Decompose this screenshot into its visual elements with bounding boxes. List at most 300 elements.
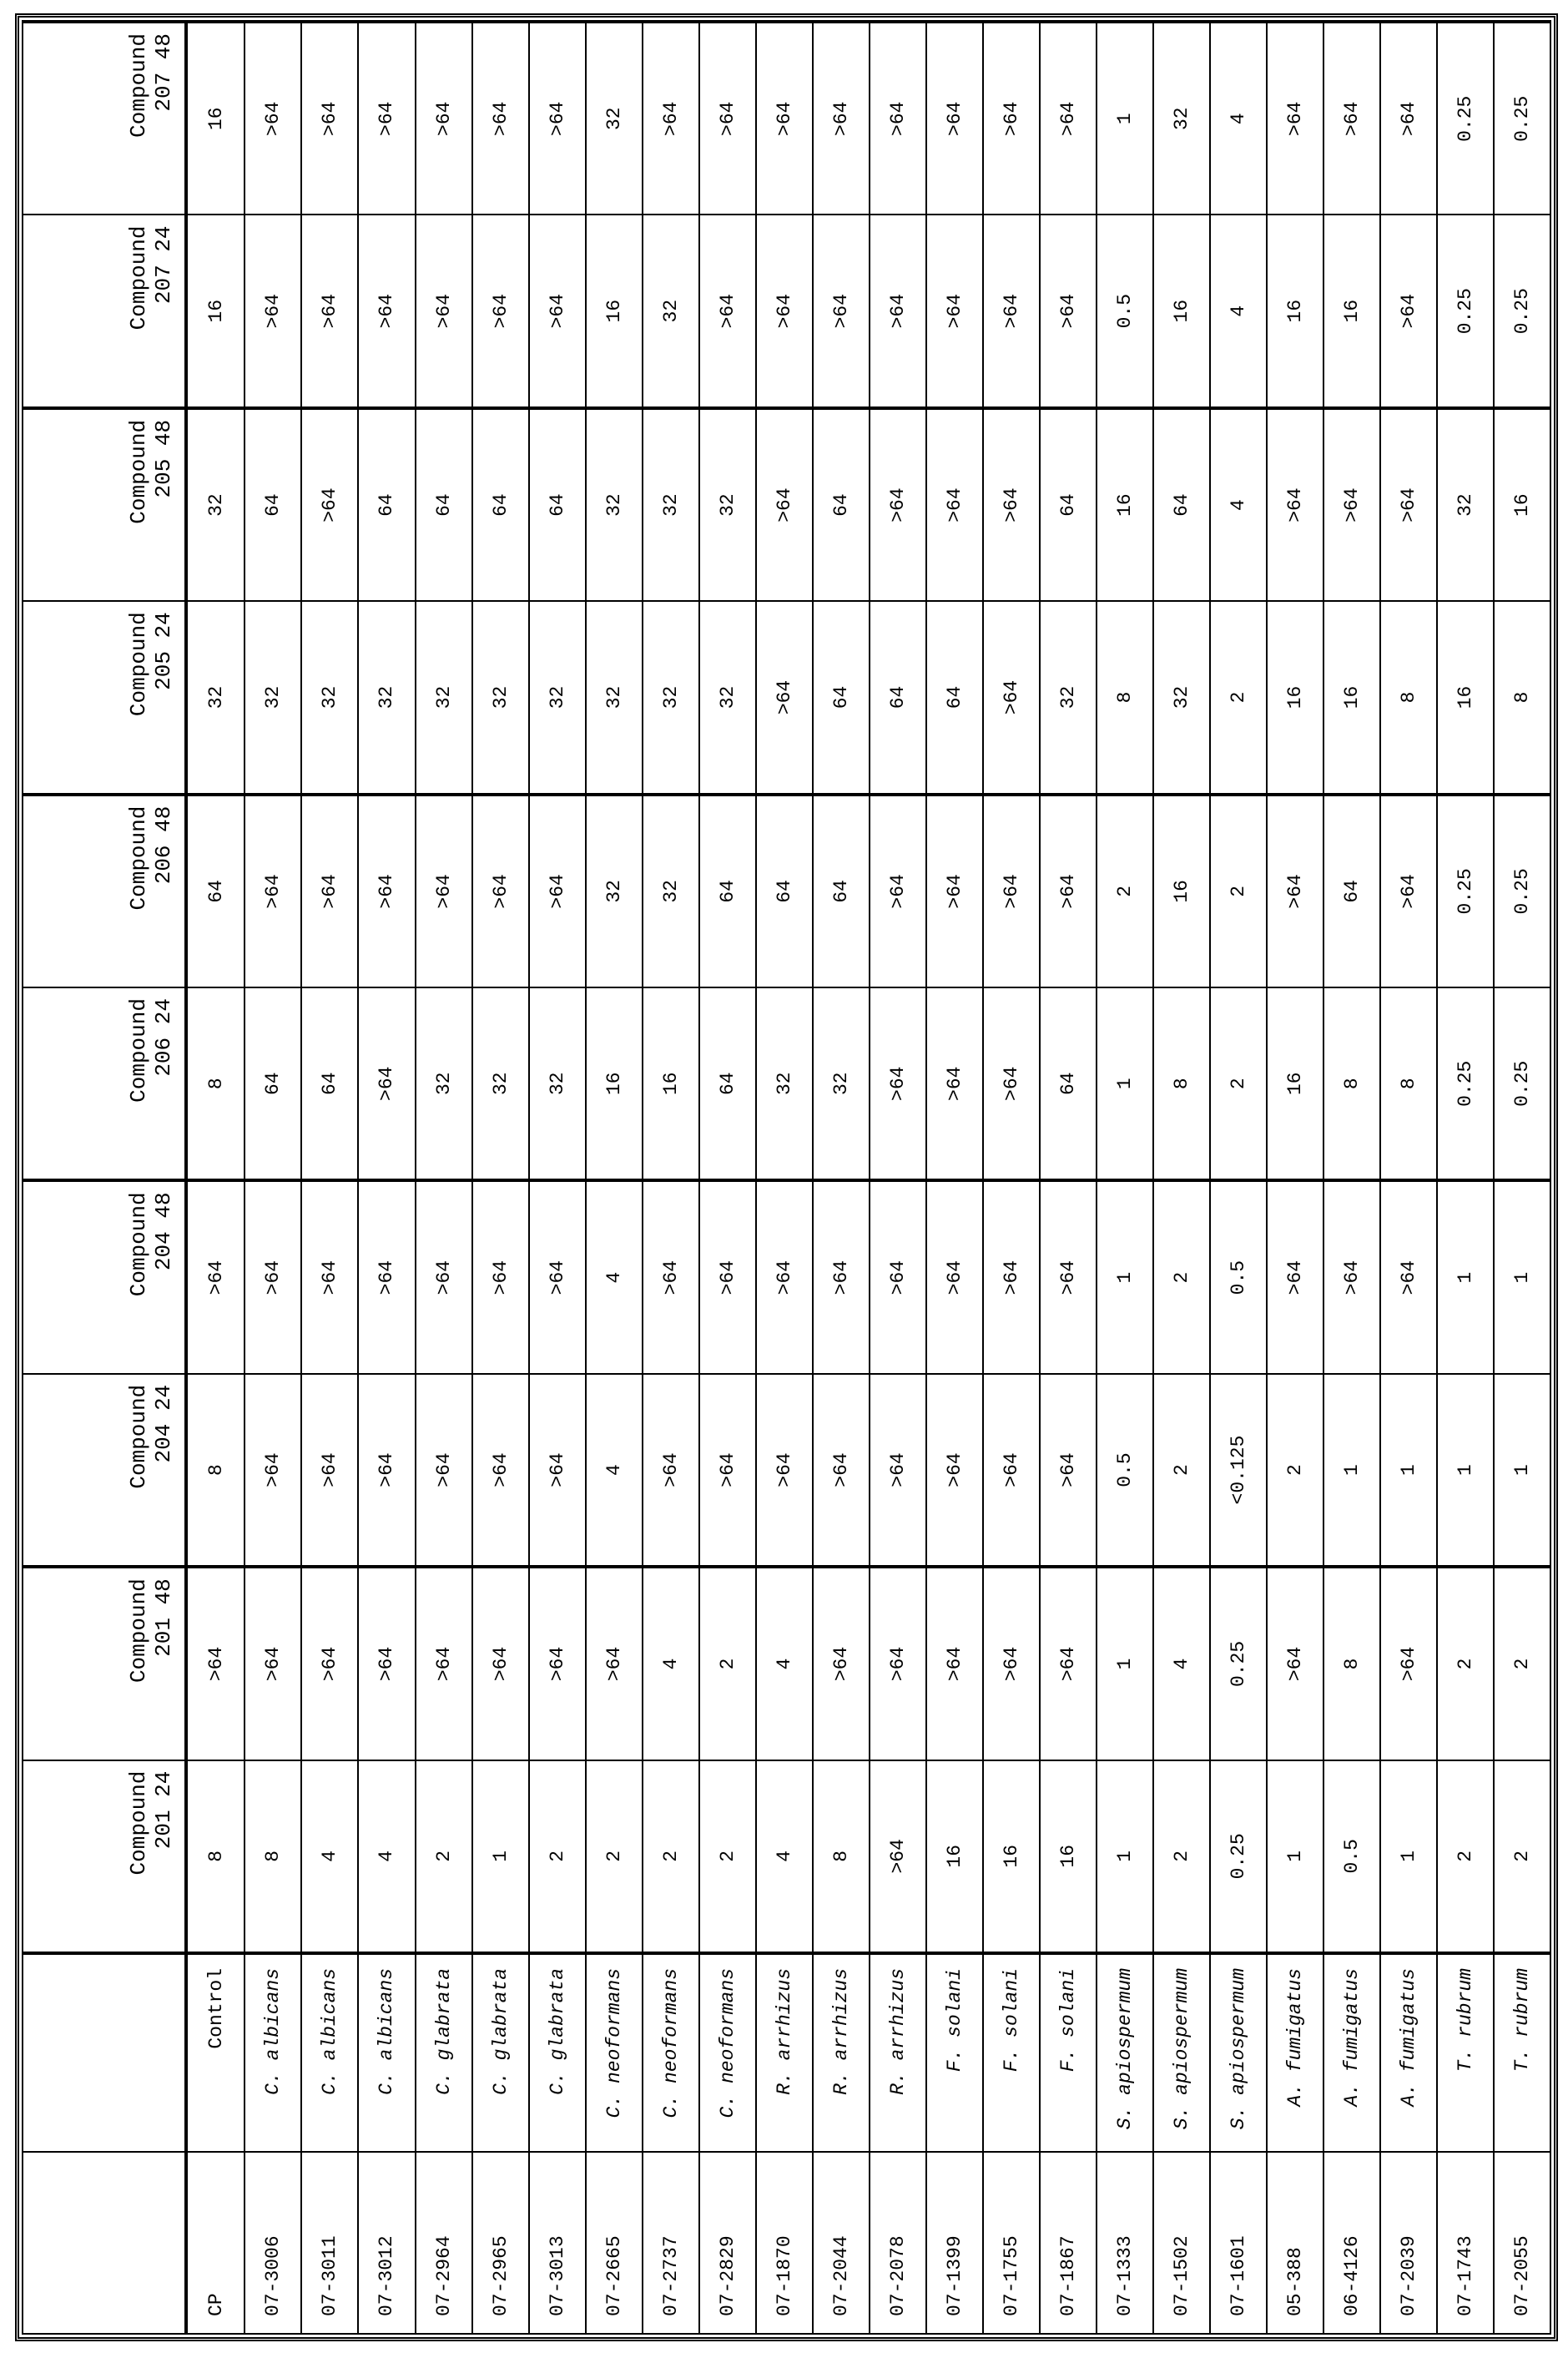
- mic-value-cell: 32: [186, 408, 245, 601]
- table-row: [1210, 22, 1267, 2334]
- mic-value-cell: 16: [1323, 601, 1380, 794]
- mic-value-cell: 2: [1153, 1374, 1210, 1567]
- mic-value-cell: >64: [1323, 22, 1380, 215]
- mic-value-cell: >64: [699, 22, 756, 215]
- cp-id-cell: 07-2829: [699, 2152, 756, 2334]
- cp-id-cell: 07-1333: [1097, 2152, 1153, 2334]
- mic-value-cell: 16: [983, 1760, 1040, 1953]
- mic-value-cell: 4: [301, 1760, 358, 1953]
- mic-value-cell: 64: [699, 987, 756, 1180]
- mic-value-cell: >64: [358, 1374, 415, 1567]
- mic-table: [22, 20, 1551, 2335]
- mic-value-cell: >64: [1380, 22, 1437, 215]
- mic-value-cell: 0.5: [1097, 1374, 1153, 1567]
- mic-value-cell: >64: [699, 1374, 756, 1567]
- mic-value-cell: 8: [1323, 987, 1380, 1180]
- mic-value-cell: 32: [301, 601, 358, 794]
- species-cell: F. solani: [983, 1953, 1040, 2152]
- table-row: [358, 22, 415, 2334]
- species-cell: C. neoformans: [586, 1953, 643, 2152]
- mic-value-cell: 1: [1380, 1760, 1437, 1953]
- mic-value-cell: >64: [472, 22, 529, 215]
- cp-id-cell: 07-2039: [1380, 2152, 1437, 2334]
- mic-value-cell: 64: [1153, 408, 1210, 601]
- mic-value-cell: >64: [1040, 795, 1097, 987]
- mic-value-cell: >64: [472, 1567, 529, 1760]
- mic-value-cell: 4: [643, 1567, 699, 1760]
- species-cell: A. fumigatus: [1323, 1953, 1380, 2152]
- species-cell: A. fumigatus: [1267, 1953, 1323, 2152]
- mic-value-cell: 32: [1153, 22, 1210, 215]
- table-row: [643, 22, 699, 2334]
- mic-value-cell: >64: [983, 408, 1040, 601]
- mic-value-cell: 32: [699, 601, 756, 794]
- mic-value-cell: 64: [245, 987, 301, 1180]
- table-row: [245, 22, 301, 2334]
- column-header: Compound 205 24: [23, 601, 186, 794]
- mic-value-cell: 64: [472, 408, 529, 601]
- column-header: Compound 207 24: [23, 215, 186, 407]
- table-row: [699, 22, 756, 2334]
- cp-id-cell: 06-4126: [1323, 2152, 1380, 2334]
- mic-value-cell: 2: [643, 1760, 699, 1953]
- rotated-page: [0, 0, 1568, 2353]
- mic-value-cell: >64: [756, 1374, 813, 1567]
- cp-id-cell: 07-2965: [472, 2152, 529, 2334]
- mic-value-cell: 4: [586, 1180, 643, 1373]
- species-cell: C. neoformans: [699, 1953, 756, 2152]
- mic-value-cell: 16: [1437, 601, 1494, 794]
- table-row: [186, 22, 245, 2334]
- mic-value-cell: 64: [186, 795, 245, 987]
- mic-value-cell: 64: [813, 601, 870, 794]
- species-cell: F. solani: [1040, 1953, 1097, 2152]
- mic-value-cell: 2: [1153, 1760, 1210, 1953]
- species-cell: C. neoformans: [643, 1953, 699, 2152]
- mic-value-cell: 4: [756, 1567, 813, 1760]
- mic-value-cell: >64: [358, 987, 415, 1180]
- mic-value-cell: >64: [870, 987, 926, 1180]
- mic-value-cell: >64: [358, 1180, 415, 1373]
- mic-value-cell: 0.5: [1097, 215, 1153, 407]
- mic-value-cell: >64: [358, 795, 415, 987]
- mic-value-cell: >64: [983, 215, 1040, 407]
- mic-value-cell: >64: [1040, 215, 1097, 407]
- mic-value-cell: 8: [186, 1760, 245, 1953]
- mic-value-cell: 64: [813, 795, 870, 987]
- mic-value-cell: >64: [1040, 1374, 1097, 1567]
- mic-value-cell: 64: [358, 408, 415, 601]
- mic-value-cell: >64: [870, 408, 926, 601]
- mic-value-cell: 32: [529, 601, 586, 794]
- mic-value-cell: 8: [813, 1760, 870, 1953]
- mic-value-cell: 2: [1267, 1374, 1323, 1567]
- mic-value-cell: 2: [1153, 1180, 1210, 1373]
- mic-value-cell: 32: [245, 601, 301, 794]
- column-header: Compound 204 24: [23, 1374, 186, 1567]
- mic-value-cell: 0.5: [1210, 1180, 1267, 1373]
- mic-value-cell: 2: [1437, 1760, 1494, 1953]
- mic-value-cell: 32: [1153, 601, 1210, 794]
- mic-value-cell: 32: [586, 408, 643, 601]
- species-cell: R. arrhizus: [870, 1953, 926, 2152]
- mic-value-cell: >64: [756, 215, 813, 407]
- mic-value-cell: 4: [1210, 22, 1267, 215]
- table-row: [1437, 22, 1494, 2334]
- mic-value-cell: >64: [983, 601, 1040, 794]
- mic-value-cell: 8: [186, 1374, 245, 1567]
- cp-id-cell: 07-1601: [1210, 2152, 1267, 2334]
- mic-value-cell: 0.25: [1437, 795, 1494, 987]
- mic-value-cell: >64: [926, 215, 983, 407]
- mic-value-cell: 1: [1437, 1180, 1494, 1373]
- mic-value-cell: 32: [699, 408, 756, 601]
- column-header: Compound 201 48: [23, 1567, 186, 1760]
- mic-value-cell: >64: [983, 795, 1040, 987]
- table-row: [1097, 22, 1153, 2334]
- species-cell: T. rubrum: [1437, 1953, 1494, 2152]
- mic-value-cell: >64: [301, 795, 358, 987]
- mic-value-cell: 16: [1153, 215, 1210, 407]
- mic-value-cell: >64: [870, 1760, 926, 1953]
- mic-value-cell: >64: [529, 215, 586, 407]
- mic-value-cell: >64: [245, 1567, 301, 1760]
- mic-value-cell: >64: [1267, 408, 1323, 601]
- mic-value-cell: 32: [643, 795, 699, 987]
- mic-value-cell: 1: [1380, 1374, 1437, 1567]
- mic-value-cell: 2: [1210, 987, 1267, 1180]
- table-row: [416, 22, 472, 2334]
- mic-value-cell: 8: [1494, 601, 1550, 794]
- cp-id-cell: 07-3012: [358, 2152, 415, 2334]
- mic-value-cell: 64: [1323, 795, 1380, 987]
- cp-id-cell: 07-2044: [813, 2152, 870, 2334]
- mic-value-cell: 32: [1040, 601, 1097, 794]
- mic-value-cell: 0.25: [1494, 795, 1550, 987]
- mic-value-cell: 8: [1153, 987, 1210, 1180]
- mic-value-cell: 1: [1097, 1180, 1153, 1373]
- mic-value-cell: 16: [1040, 1760, 1097, 1953]
- mic-value-cell: 4: [586, 1374, 643, 1567]
- mic-value-cell: 1: [1267, 1760, 1323, 1953]
- mic-value-cell: >64: [416, 215, 472, 407]
- mic-value-cell: 2: [416, 1760, 472, 1953]
- mic-value-cell: >64: [983, 1180, 1040, 1373]
- mic-value-cell: 0.25: [1437, 22, 1494, 215]
- species-cell: R. arrhizus: [756, 1953, 813, 2152]
- mic-value-cell: 32: [586, 22, 643, 215]
- column-header: Compound 206 48: [23, 795, 186, 987]
- mic-value-cell: >64: [301, 1180, 358, 1373]
- mic-value-cell: 2: [1097, 795, 1153, 987]
- mic-value-cell: >64: [1267, 1567, 1323, 1760]
- mic-value-cell: >64: [301, 1567, 358, 1760]
- mic-value-cell: >64: [983, 1567, 1040, 1760]
- mic-value-cell: 64: [301, 987, 358, 1180]
- mic-value-cell: 2: [1437, 1567, 1494, 1760]
- mic-value-cell: 16: [586, 987, 643, 1180]
- mic-value-cell: >64: [1267, 795, 1323, 987]
- mic-value-cell: >64: [416, 22, 472, 215]
- cp-id-cell: 07-1755: [983, 2152, 1040, 2334]
- mic-value-cell: >64: [301, 22, 358, 215]
- mic-value-cell: >64: [1040, 22, 1097, 215]
- mic-value-cell: 8: [1380, 601, 1437, 794]
- mic-value-cell: 32: [1437, 408, 1494, 601]
- table-row: [1267, 22, 1323, 2334]
- mic-value-cell: >64: [756, 1180, 813, 1373]
- species-cell: C. albicans: [245, 1953, 301, 2152]
- cp-id-cell: 07-3006: [245, 2152, 301, 2334]
- mic-value-cell: >64: [358, 22, 415, 215]
- mic-value-cell: >64: [813, 1567, 870, 1760]
- mic-value-cell: 0.25: [1494, 215, 1550, 407]
- species-cell: S. apiospermum: [1153, 1953, 1210, 2152]
- mic-value-cell: >64: [1040, 1180, 1097, 1373]
- mic-value-cell: >64: [245, 215, 301, 407]
- mic-value-cell: >64: [756, 601, 813, 794]
- species-cell: R. arrhizus: [813, 1953, 870, 2152]
- table-row: [586, 22, 643, 2334]
- mic-value-cell: >64: [813, 22, 870, 215]
- mic-value-cell: 64: [1040, 987, 1097, 1180]
- mic-value-cell: >64: [358, 215, 415, 407]
- mic-value-cell: 16: [1494, 408, 1550, 601]
- mic-value-cell: 4: [1210, 215, 1267, 407]
- mic-value-cell: 16: [1267, 601, 1323, 794]
- mic-value-cell: 16: [586, 215, 643, 407]
- header-blank-species: [23, 1953, 186, 2152]
- mic-value-cell: >64: [756, 408, 813, 601]
- mic-value-cell: >64: [416, 1567, 472, 1760]
- mic-value-cell: 2: [1494, 1567, 1550, 1760]
- mic-value-cell: 2: [586, 1760, 643, 1953]
- cp-id-cell: 07-1870: [756, 2152, 813, 2334]
- mic-value-cell: >64: [586, 1567, 643, 1760]
- mic-value-cell: 64: [813, 408, 870, 601]
- mic-value-cell: 16: [1267, 215, 1323, 407]
- mic-value-cell: 64: [699, 795, 756, 987]
- mic-value-cell: >64: [870, 1567, 926, 1760]
- mic-value-cell: 16: [186, 215, 245, 407]
- mic-value-cell: 8: [1380, 987, 1437, 1180]
- header-row: [23, 22, 186, 2334]
- cp-id-cell: 07-1502: [1153, 2152, 1210, 2334]
- mic-value-cell: >64: [1323, 408, 1380, 601]
- mic-value-cell: 8: [245, 1760, 301, 1953]
- mic-value-cell: 32: [472, 987, 529, 1180]
- cp-id-cell: 07-1399: [926, 2152, 983, 2334]
- mic-value-cell: 64: [416, 408, 472, 601]
- mic-value-cell: >64: [870, 795, 926, 987]
- mic-value-cell: >64: [870, 1180, 926, 1373]
- mic-value-cell: >64: [756, 22, 813, 215]
- mic-value-cell: 64: [529, 408, 586, 601]
- species-cell: C. albicans: [358, 1953, 415, 2152]
- mic-value-cell: 32: [586, 601, 643, 794]
- mic-value-cell: >64: [643, 1180, 699, 1373]
- column-header: Compound 201 24: [23, 1760, 186, 1953]
- mic-value-cell: <0.125: [1210, 1374, 1267, 1567]
- table-row: [870, 22, 926, 2334]
- mic-value-cell: 64: [756, 795, 813, 987]
- mic-value-cell: >64: [870, 215, 926, 407]
- cp-id-cell: 07-2737: [643, 2152, 699, 2334]
- table-row: [472, 22, 529, 2334]
- mic-value-cell: >64: [358, 1567, 415, 1760]
- mic-value-cell: 0.25: [1494, 22, 1550, 215]
- mic-value-cell: 1: [1323, 1374, 1380, 1567]
- species-cell: S. apiospermum: [1210, 1953, 1267, 2152]
- column-header: Compound 205 48: [23, 408, 186, 601]
- mic-value-cell: 16: [1323, 215, 1380, 407]
- mic-value-cell: 64: [245, 408, 301, 601]
- mic-value-cell: >64: [926, 795, 983, 987]
- mic-value-cell: 1: [1494, 1180, 1550, 1373]
- mic-value-cell: >64: [1323, 1180, 1380, 1373]
- mic-value-cell: >64: [472, 795, 529, 987]
- mic-value-cell: >64: [1380, 1567, 1437, 1760]
- cp-id-cell: 07-2665: [586, 2152, 643, 2334]
- mic-value-cell: >64: [870, 22, 926, 215]
- mic-value-cell: 32: [416, 987, 472, 1180]
- mic-value-cell: 0.25: [1210, 1567, 1267, 1760]
- species-cell: C. glabrata: [416, 1953, 472, 2152]
- mic-value-cell: 32: [643, 408, 699, 601]
- cp-id-cell: 05-388: [1267, 2152, 1323, 2334]
- table-row: [983, 22, 1040, 2334]
- mic-value-cell: 2: [699, 1760, 756, 1953]
- mic-value-cell: 1: [1097, 987, 1153, 1180]
- mic-value-cell: >64: [699, 1180, 756, 1373]
- species-cell: F. solani: [926, 1953, 983, 2152]
- mic-value-cell: >64: [1267, 1180, 1323, 1373]
- table-row: [1323, 22, 1380, 2334]
- table-row: [1153, 22, 1210, 2334]
- table-row: [1040, 22, 1097, 2334]
- mic-value-cell: 16: [1097, 408, 1153, 601]
- mic-value-cell: >64: [643, 1374, 699, 1567]
- mic-value-cell: 1: [472, 1760, 529, 1953]
- mic-value-cell: 1: [1097, 22, 1153, 215]
- mic-value-cell: >64: [529, 1180, 586, 1373]
- species-cell: S. apiospermum: [1097, 1953, 1153, 2152]
- mic-value-cell: >64: [301, 1374, 358, 1567]
- cp-id-cell: 07-3011: [301, 2152, 358, 2334]
- mic-value-cell: 1: [1097, 1567, 1153, 1760]
- species-cell: T. rubrum: [1494, 1953, 1550, 2152]
- mic-value-cell: 64: [926, 601, 983, 794]
- mic-value-cell: >64: [926, 1567, 983, 1760]
- mic-value-cell: 4: [1210, 408, 1267, 601]
- column-header: Compound 207 48: [23, 22, 186, 215]
- table-row: [529, 22, 586, 2334]
- mic-value-cell: 8: [1323, 1567, 1380, 1760]
- species-cell: A. fumigatus: [1380, 1953, 1437, 2152]
- mic-value-cell: >64: [1040, 1567, 1097, 1760]
- column-header: Compound 206 24: [23, 987, 186, 1180]
- mic-value-cell: 32: [813, 987, 870, 1180]
- cp-id-cell: 07-2078: [870, 2152, 926, 2334]
- cp-id-cell: CP: [186, 2152, 245, 2334]
- mic-value-cell: 1: [1097, 1760, 1153, 1953]
- mic-value-cell: 32: [586, 795, 643, 987]
- mic-value-cell: 32: [643, 215, 699, 407]
- mic-value-cell: 4: [756, 1760, 813, 1953]
- mic-value-cell: 64: [1040, 408, 1097, 601]
- mic-value-cell: 4: [1153, 1567, 1210, 1760]
- mic-value-cell: >64: [529, 795, 586, 987]
- species-cell: Control: [186, 1953, 245, 2152]
- table-row: [926, 22, 983, 2334]
- mic-value-cell: >64: [926, 1374, 983, 1567]
- cp-id-cell: 07-1743: [1437, 2152, 1494, 2334]
- mic-value-cell: 32: [186, 601, 245, 794]
- mic-value-cell: >64: [870, 1374, 926, 1567]
- mic-value-cell: >64: [813, 1374, 870, 1567]
- table-row: [1494, 22, 1550, 2334]
- mic-value-cell: 32: [358, 601, 415, 794]
- mic-value-cell: 2: [1210, 795, 1267, 987]
- table-row: [756, 22, 813, 2334]
- mic-value-cell: >64: [529, 1374, 586, 1567]
- mic-value-cell: >64: [983, 1374, 1040, 1567]
- cp-id-cell: 07-2964: [416, 2152, 472, 2334]
- mic-value-cell: >64: [529, 22, 586, 215]
- mic-value-cell: >64: [416, 1180, 472, 1373]
- mic-value-cell: 32: [756, 987, 813, 1180]
- mic-value-cell: 0.5: [1323, 1760, 1380, 1953]
- mic-value-cell: >64: [1380, 1180, 1437, 1373]
- table-row: [1380, 22, 1437, 2334]
- table-frame: [15, 13, 1558, 2341]
- mic-value-cell: >64: [983, 987, 1040, 1180]
- mic-value-cell: 16: [643, 987, 699, 1180]
- mic-value-cell: 0.25: [1210, 1760, 1267, 1953]
- mic-value-cell: >64: [1267, 22, 1323, 215]
- cp-id-cell: 07-2055: [1494, 2152, 1550, 2334]
- mic-value-cell: >64: [1380, 408, 1437, 601]
- mic-value-cell: >64: [245, 795, 301, 987]
- mic-value-cell: 16: [186, 22, 245, 215]
- mic-value-cell: >64: [416, 1374, 472, 1567]
- cp-id-cell: 07-3013: [529, 2152, 586, 2334]
- mic-value-cell: >64: [472, 1180, 529, 1373]
- mic-value-cell: 1: [1437, 1374, 1494, 1567]
- mic-value-cell: 32: [416, 601, 472, 794]
- species-cell: C. glabrata: [529, 1953, 586, 2152]
- mic-value-cell: 8: [1097, 601, 1153, 794]
- mic-value-cell: >64: [529, 1567, 586, 1760]
- mic-value-cell: >64: [699, 215, 756, 407]
- mic-value-cell: >64: [472, 215, 529, 407]
- column-header: Compound 204 48: [23, 1180, 186, 1373]
- mic-value-cell: 0.25: [1437, 215, 1494, 407]
- mic-value-cell: >64: [926, 1180, 983, 1373]
- mic-value-cell: >64: [643, 22, 699, 215]
- mic-value-cell: 16: [1267, 987, 1323, 1180]
- mic-value-cell: >64: [245, 1374, 301, 1567]
- mic-value-cell: 0.25: [1437, 987, 1494, 1180]
- species-cell: C. glabrata: [472, 1953, 529, 2152]
- species-cell: C. albicans: [301, 1953, 358, 2152]
- mic-value-cell: 2: [529, 1760, 586, 1953]
- mic-value-cell: 8: [186, 987, 245, 1180]
- mic-value-cell: 0.25: [1494, 987, 1550, 1180]
- mic-value-cell: >64: [1380, 795, 1437, 987]
- mic-value-cell: 16: [926, 1760, 983, 1953]
- mic-value-cell: 32: [472, 601, 529, 794]
